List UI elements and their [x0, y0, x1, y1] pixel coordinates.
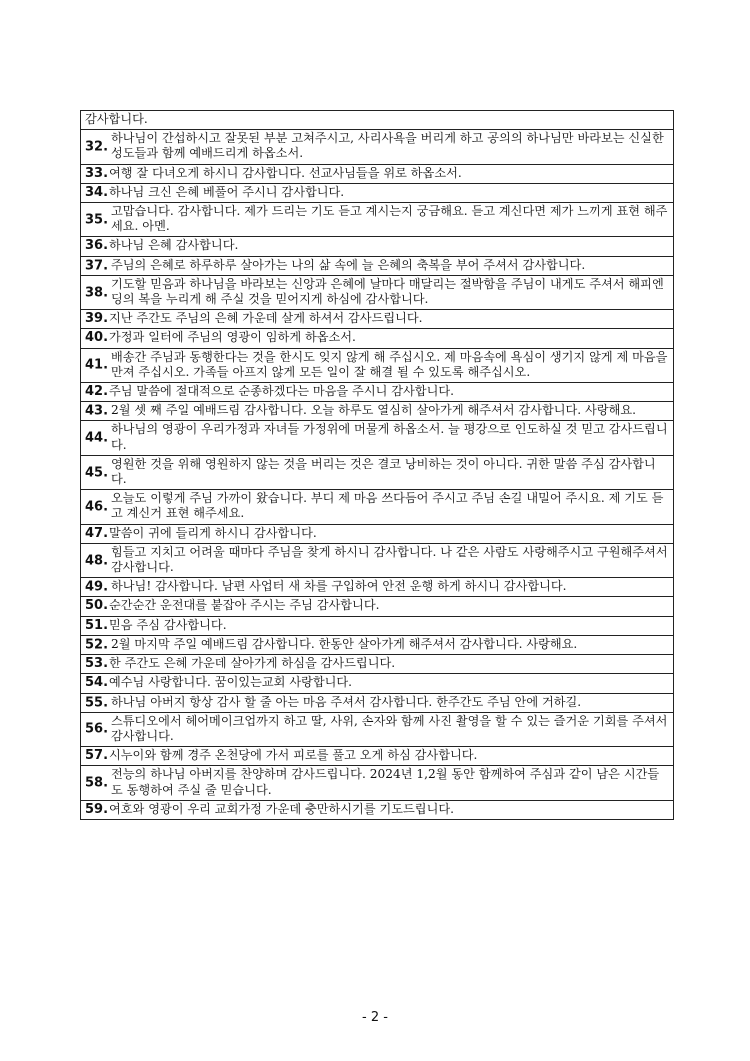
- entry-number: 37.: [85, 258, 109, 274]
- prayer-entry: [81, 674, 674, 693]
- prayer-entry: [81, 712, 674, 746]
- entry-number: 54.: [85, 675, 109, 691]
- prayer-entry: [81, 693, 674, 712]
- page-number: - 2 -: [362, 1010, 388, 1025]
- entry-text: 말씀이 귀에 들리게 하시니 감사합니다.: [109, 525, 317, 540]
- entry-number: 39.: [85, 311, 109, 327]
- entry-text: 전능의 하나님 아버지를 찬양하며 감사드립니다. 2024년 1,2월 동안 함께하여 주심과 같이 남은 시간들도 동행하여 주실 줄 믿습니다.: [111, 767, 660, 797]
- prayer-entry: [81, 203, 674, 237]
- prayer-entry: [81, 578, 674, 597]
- prayer-entry: [81, 616, 674, 635]
- table-row: [81, 275, 674, 309]
- table-row: [81, 655, 674, 674]
- entry-text: 하나님 은혜 감사합니다.: [109, 238, 239, 253]
- prayer-entry: [81, 383, 674, 402]
- prayer-entry: [81, 402, 674, 421]
- prayer-entry: [81, 421, 674, 455]
- entry-number: 40.: [85, 330, 109, 346]
- table-row: [81, 111, 674, 130]
- entry-text: 여호와 영광이 우리 교회가정 가운데 충만하시기를 기도드립니다.: [109, 801, 454, 816]
- entry-text: 스튜디오에서 헤어메이크업까지 하고 딸, 사위, 손자와 함께 사진 촬영을 할 수 있는 즐거운 기회를 주셔서 감사합니다.: [111, 713, 668, 743]
- entry-number: 55.: [85, 694, 109, 710]
- entry-text: 힘들고 지치고 어려울 때마다 주님을 찾게 하시니 감사합니다. 나 같은 사람도 사랑해주시고 구원해주셔서 감사합니다.: [111, 544, 668, 575]
- entry-number: 52.: [85, 637, 109, 653]
- table-row: [81, 237, 674, 256]
- entry-text: 배송간 주님과 동행한다는 것을 한시도 잊지 않게 해 주십시오. 제 마음속에 욕심이 생기지 않게 제 마음을 만져 주십시오. 가족들 아프지 않게 모든 일이 잘 해결 될 수 있도록 해주십시오.: [111, 349, 668, 379]
- entry-text: 하나님 크신 은혜 베풀어 주시니 감사합니다.: [109, 184, 345, 199]
- prayer-list-table: [80, 110, 674, 820]
- entry-number: 50.: [85, 598, 109, 614]
- entry-text: 순간순간 운전대를 붙잡아 주시는 주님 감사합니다.: [109, 598, 380, 613]
- entry-text: 주님 말씀에 절대적으로 순종하겠다는 마음을 주시니 감사합니다.: [109, 384, 454, 399]
- entry-text: 하나님이 간섭하시고 잘못된 부분 고쳐주시고, 사리사욕을 버리게 하고 공의의 하나님만 바라보는 신실한 성도들과 함께 예배드리게 하옵소서.: [111, 131, 664, 161]
- entry-text: 주님의 은혜로 하루하루 살아가는 나의 삶 속에 늘 은혜의 축복을 부어 주셔서 감사합니다.: [111, 257, 586, 272]
- entry-number: 34.: [85, 184, 109, 200]
- entry-text: 하나님의 영광이 우리가정과 자녀들 가정위에 머물게 하옵소서. 늘 평강으로 인도하실 것 믿고 감사드립니다.: [111, 422, 668, 452]
- entry-text: 하나님 아버지 항상 감사 할 줄 아는 마음 주셔서 감사합니다. 한주간도 주님 안에 거하길.: [111, 694, 582, 709]
- table-row: [81, 348, 674, 382]
- prayer-entry: [81, 455, 674, 489]
- entry-number: 32.: [85, 139, 109, 155]
- table-row: [81, 766, 674, 800]
- prayer-entry: [81, 164, 674, 183]
- entry-number: 59.: [85, 801, 109, 817]
- prayer-entry: [81, 766, 674, 800]
- table-row: [81, 421, 674, 455]
- entry-text: 2월 마지막 주일 예배드림 감사합니다. 한동안 살아가게 해주셔서 감사합니다. 사랑해요.: [111, 636, 578, 651]
- table-row: [81, 693, 674, 712]
- table-row: [81, 130, 674, 164]
- table-row: [81, 256, 674, 275]
- table-row: [81, 203, 674, 237]
- table-row: [81, 712, 674, 746]
- entry-text: 하나님! 감사합니다. 남편 사업터 새 차를 구입하여 안전 운행 하게 하시니 감사합니다.: [111, 579, 567, 594]
- table-row: [81, 543, 674, 577]
- prayer-entry: [81, 329, 674, 348]
- prayer-entry: [81, 111, 674, 130]
- table-row: [81, 329, 674, 348]
- entry-number: 36.: [85, 238, 109, 254]
- entry-number: 48.: [85, 552, 109, 568]
- entry-text: 여행 잘 다녀오게 하시니 감사합니다. 선교사님들을 위로 하옵소서.: [109, 165, 462, 180]
- table-row: [81, 183, 674, 202]
- table-row: [81, 747, 674, 766]
- entry-text: 기도할 믿음과 하나님을 바라보는 신앙과 은혜에 날마다 매달리는 절박함을 주님이 내게도 주셔서 해피엔딩의 복을 누리게 해 주실 것을 믿어지게 하심에 감사합니다.: [111, 276, 664, 307]
- prayer-entry: [81, 348, 674, 382]
- entry-text: 믿음 주심 감사합니다.: [109, 617, 227, 632]
- table-row: [81, 674, 674, 693]
- table-row: [81, 635, 674, 654]
- entry-text: 영원한 것을 위해 영원하지 않는 것을 버리는 것은 결코 낭비하는 것이 아니다. 귀한 말씀 주심 감사합니다.: [111, 456, 656, 487]
- entry-text: 2월 셋 째 주일 예배드림 감사합니다. 오늘 하루도 열심히 살아가게 해주셔서 감사합니다. 사랑해요.: [111, 403, 637, 418]
- entry-text: 감사합니다.: [85, 112, 148, 126]
- entry-number: 44.: [85, 430, 109, 446]
- table-row: [81, 490, 674, 524]
- prayer-entry: [81, 256, 674, 275]
- prayer-entry: [81, 655, 674, 674]
- entry-text: 한 주간도 은혜 가운데 살아가게 하심을 감사드립니다.: [109, 656, 396, 671]
- entry-text: 오늘도 이렇게 주님 가까이 왔습니다. 부디 제 마음 쓰다듬어 주시고 주님 손길 내밀어 주시요. 제 기도 듣고 계신거 표현 해주세요.: [111, 491, 664, 521]
- entry-number: 46.: [85, 499, 109, 515]
- entry-number: 53.: [85, 656, 109, 672]
- entry-number: 43.: [85, 403, 109, 419]
- entry-number: 45.: [85, 464, 109, 480]
- prayer-entry: [81, 490, 674, 524]
- entry-number: 41.: [85, 357, 109, 373]
- table-row: [81, 616, 674, 635]
- entry-text: 가정과 일터에 주님의 영광이 임하게 하옵소서.: [109, 330, 356, 345]
- entry-text: 예수님 사랑합니다. 꿈이있는교회 사랑합니다.: [109, 675, 353, 690]
- entry-number: 47.: [85, 525, 109, 541]
- table-row: [81, 402, 674, 421]
- prayer-entry: [81, 747, 674, 766]
- prayer-entry: [81, 635, 674, 654]
- entry-number: 42.: [85, 384, 109, 400]
- entry-number: 57.: [85, 748, 109, 764]
- prayer-entry: [81, 524, 674, 543]
- entry-text: 지난 주간도 주님의 은혜 가운데 살게 하셔서 감사드립니다.: [109, 311, 423, 326]
- table-row: [81, 578, 674, 597]
- entry-number: 49.: [85, 579, 109, 595]
- entry-number: 58.: [85, 775, 109, 791]
- entry-number: 51.: [85, 617, 109, 633]
- table-row: [81, 164, 674, 183]
- prayer-entry: [81, 543, 674, 577]
- table-row: [81, 597, 674, 616]
- entry-text: 시누이와 함께 경주 온천당에 가서 피로를 풀고 오게 하심 감사합니다.: [109, 748, 478, 763]
- prayer-entry: [81, 800, 674, 819]
- table-row: [81, 800, 674, 819]
- prayer-entry: [81, 310, 674, 329]
- prayer-entry: [81, 597, 674, 616]
- entry-text: 고맙습니다. 감사합니다. 제가 드리는 기도 듣고 계시는지 궁금해요. 듣고 계신다면 제가 느끼게 표현 해주세요. 아멘.: [111, 204, 668, 234]
- prayer-entry: [81, 130, 674, 164]
- entry-number: 56.: [85, 721, 109, 737]
- entry-number: 33.: [85, 165, 109, 181]
- table-row: [81, 455, 674, 489]
- table-row: [81, 310, 674, 329]
- entry-number: 35.: [85, 212, 109, 228]
- entry-number: 38.: [85, 284, 109, 300]
- table-row: [81, 383, 674, 402]
- prayer-entry: [81, 237, 674, 256]
- prayer-list-body: [81, 111, 674, 820]
- prayer-entry: [81, 275, 674, 309]
- table-row: [81, 524, 674, 543]
- prayer-entry: [81, 183, 674, 202]
